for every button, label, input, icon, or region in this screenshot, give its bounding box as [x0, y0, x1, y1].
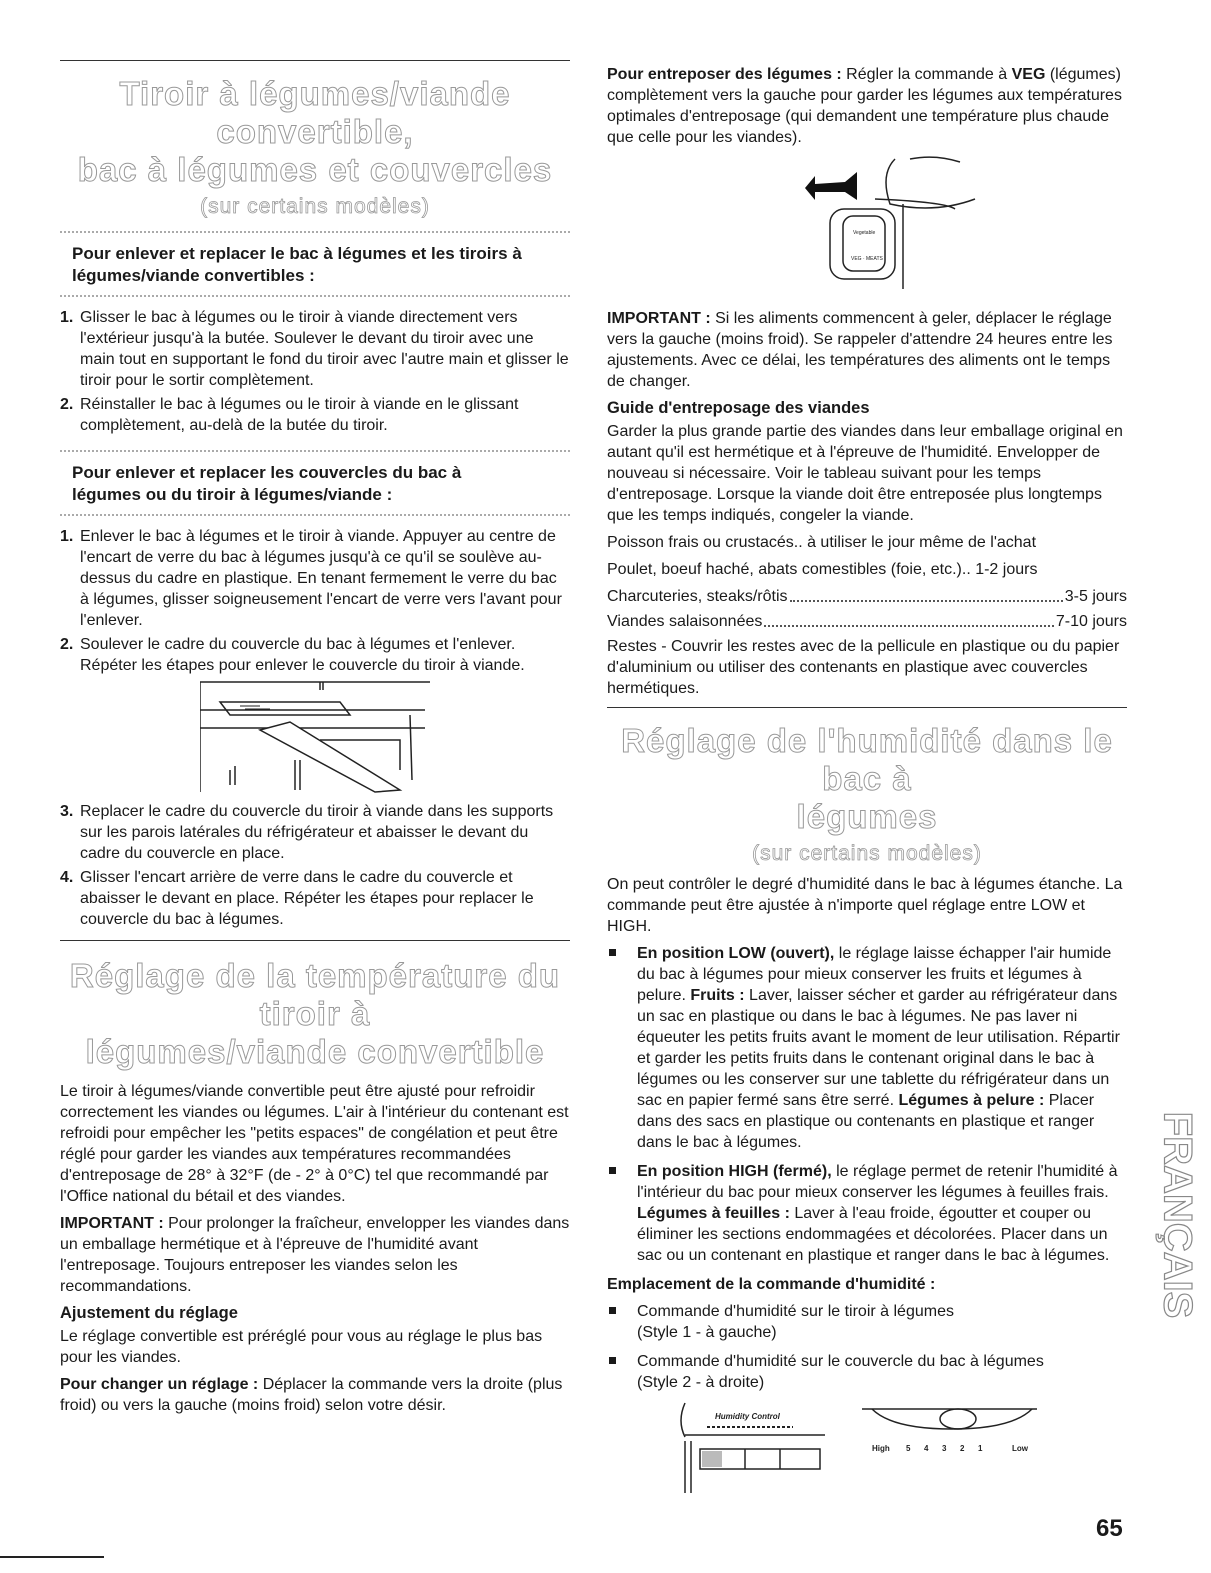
list-item: 2. Réinstaller le bac à légumes ou le tiroir à viande en le glissant complètement, au-delà de la butée du tiroir. [60, 395, 519, 434]
storage-row: Viandes salaisonnées 7-10 jours [607, 613, 1127, 630]
divider [60, 514, 570, 516]
paragraph: Pour entreposer des légumes : Régler la commande à VEG (légumes) complètement vers la gauche pour garder les légumes aux températures optimales d'entreposage (qui demandent une température plus chaude que celle pour les viandes). [607, 66, 1122, 146]
humidity-control-style2-illustration [862, 1401, 1042, 1461]
section-title-humidity: Réglage de l'humidité dans le bac à légumes (sur certains modèles) [621, 722, 1113, 865]
steps-list [60, 526, 570, 676]
svg-text:VEG · MEATS: VEG · MEATS [851, 256, 883, 262]
location-list [607, 1301, 1127, 1393]
subsection-heading: Pour enlever et replacer les couvercles du bac à légumes ou du tiroir à légumes/viande : [72, 462, 462, 504]
left-column [60, 60, 570, 1422]
important-note: IMPORTANT : Si les aliments commencent à geler, déplacer le réglage vers la gauche (moins froid). Se rappeler d'attendre 24 heures entre les ajustements. Avec ce délai, les températures des aliments ont le temps de changer. [607, 310, 1113, 390]
storage-row: Poulet, boeuf haché, abats comestibles (foie, etc.).. 1-2 jours [607, 561, 1038, 578]
humidity-control-label: Humidity Control [715, 1411, 780, 1421]
steps-list [60, 307, 570, 436]
divider [60, 231, 570, 233]
side-tab-label: FRANÇAIS [1155, 1111, 1200, 1319]
humidity-control-style1-illustration [675, 1401, 835, 1496]
divider [60, 450, 570, 452]
language-side-tab [1150, 1080, 1200, 1350]
list-item: 2. Soulever le cadre du couvercle du bac à légumes et l'enlever. Répéter les étapes pour enlever le couvercle du tiroir à viande. [60, 635, 525, 674]
humidity-list [607, 943, 1127, 1266]
list-item: En position HIGH (fermé), le réglage permet de retenir l'humidité à l'intérieur du bac pour mieux conserver les légumes à feuilles frais. Légumes à feuilles : Laver à l'eau froide, égoutter et couper ou éliminer les sections endommagées et décolorées. Placer dans un sac ou un contenant en plastique et ranger dans le bac à légumes. [607, 1161, 1127, 1266]
list-item: 4. Glisser l'encart arrière de verre dans le cadre du couvercle et abaisser le devant en place. Répéter les étapes pour replacer le couvercle du bac à légumes. [60, 868, 534, 928]
subheading: Emplacement de la commande d'humidité : [607, 1275, 936, 1293]
paragraph: Le tiroir à légumes/viande convertible peut être ajusté pour refroidir correctement les viandes ou légumes. L'air à l'intérieur du contenant est refroidi pour empêcher les "petits espaces" de congélation et peut être réglé pour garder les viandes aux températures recommandées d'entreposage de 28° à 32°F (de - 2° à 0°C) tel que recommandé par l'Office national du bétail et des viandes. [60, 1082, 569, 1205]
paragraph: Pour changer un réglage : Déplacer la commande vers la droite (plus froid) ou vers la gauche (moins froid) selon votre désir. [60, 1375, 563, 1414]
list-item: 3. Replacer le cadre du couvercle du tiroir à viande dans les supports sur les parois latérales du réfrigérateur et abaisser le devant du cadre du couvercle en place. [60, 802, 554, 862]
section-title-temperature: Réglage de la température du tiroir à légumes/viande convertible [69, 956, 561, 1070]
list-item: 1. Enlever le bac à légumes et le tiroir à viande. Appuyer au centre de l'encart de verre du bac à légumes jusqu'à ce qu'il se soulève au-dessus du cadre en plastique. En tenant fermement le verre du bac à légumes, glisser soigneusement l'encart de verre vers l'avant pour l'enlever. [60, 527, 562, 629]
steps-list [60, 801, 570, 930]
section-rule [607, 707, 1127, 708]
storage-row: Poisson frais ou crustacés.. à utiliser le jour même de l'achat [607, 534, 1037, 551]
footer-rule [0, 1556, 104, 1558]
list-item: Commande d'humidité sur le couvercle du bac à légumes (Style 2 - à droite) [607, 1351, 1127, 1393]
humidity-scale: High 5 4 3 2 1 Low [872, 1443, 1028, 1453]
svg-text:Vegetable: Vegetable [853, 230, 876, 236]
crisper-cover-illustration [200, 680, 440, 795]
right-column [607, 64, 1127, 1501]
paragraph: Le réglage convertible est préréglé pour vous au réglage le plus bas pour les viandes. [60, 1327, 543, 1366]
list-item: 1. Glisser le bac à légumes ou le tiroir à viande directement vers l'extérieur jusqu'à la butée. Soulever le devant du tiroir avec une main tout en supportant le fond du tiroir avec l'autre main et glisser le tiroir pour le sortir complètement. [60, 308, 569, 389]
list-item: En position LOW (ouvert), le réglage laisse échapper l'air humide du bac à légumes pour mieux conserver les fruits et légumes à pelure. Fruits : Laver, laisser sécher et garder au réfrigérateur dans un sac en plastique ou dans le bac à légumes. Ne pas laver ni équeuter les petits fruits avant le moment de leur utilisation. Répartir et garder les petits fruits dans le contenant original dans le bac à légumes ou les conserver sur une tablette du réfrigérateur dans un sac en papier fermé sans être serré. Légumes à pelure : Placer dans des sacs en plastique ou contenants en plastique et ranger dans le bac à légumes. [607, 943, 1127, 1153]
paragraph: Restes - Couvrir les restes avec de la pellicule en plastique ou du papier d'aluminium ou utiliser des contenants en plastique avec couvercles hermétiques. [607, 638, 1120, 697]
subsection-heading: Pour enlever et replacer le bac à légumes et les tiroirs à légumes/viande convertibles : [72, 243, 522, 285]
paragraph: On peut contrôler le degré d'humidité dans le bac à légumes étanche. La commande peut être ajustée à n'importe quel réglage entre LOW et HIGH. [607, 875, 1123, 935]
section-title-drawers: Tiroir à légumes/viande convertible, bac à légumes et couvercles (sur certains modèles) [77, 75, 553, 218]
temperature-control-illustration [785, 154, 985, 304]
list-item: Commande d'humidité sur le tiroir à légumes (Style 1 - à gauche) [607, 1301, 1127, 1343]
leader-dots [790, 586, 1063, 602]
subheading: Guide d'entreposage des viandes [607, 399, 870, 417]
storage-row: Charcuteries, steaks/rôtis 3-5 jours [607, 588, 1127, 605]
subheading: Ajustement du réglage [60, 1303, 238, 1322]
important-note: IMPORTANT : Pour prolonger la fraîcheur, envelopper les viandes dans un emballage hermétique et à l'épreuve de l'humidité avant l'entreposage. Toujours entreposer les viandes selon les recommandations. [60, 1214, 570, 1295]
humidity-control-figures [607, 1401, 1127, 1501]
divider [60, 295, 570, 297]
page-number: 65 [1096, 1515, 1123, 1542]
paragraph: Garder la plus grande partie des viandes dans leur emballage original en autant qu'il est hermétique et à l'épreuve de l'humidité. Envelopper de nouveau si nécessaire. Voir le tableau suivant pour les temps d'entreposage. Lorsque la viande doit être entreposée plus longtemps que les temps indiqués, congeler la viande. [607, 423, 1123, 524]
section-rule [60, 940, 570, 941]
section-rule [60, 60, 570, 61]
leader-dots [764, 611, 1053, 627]
